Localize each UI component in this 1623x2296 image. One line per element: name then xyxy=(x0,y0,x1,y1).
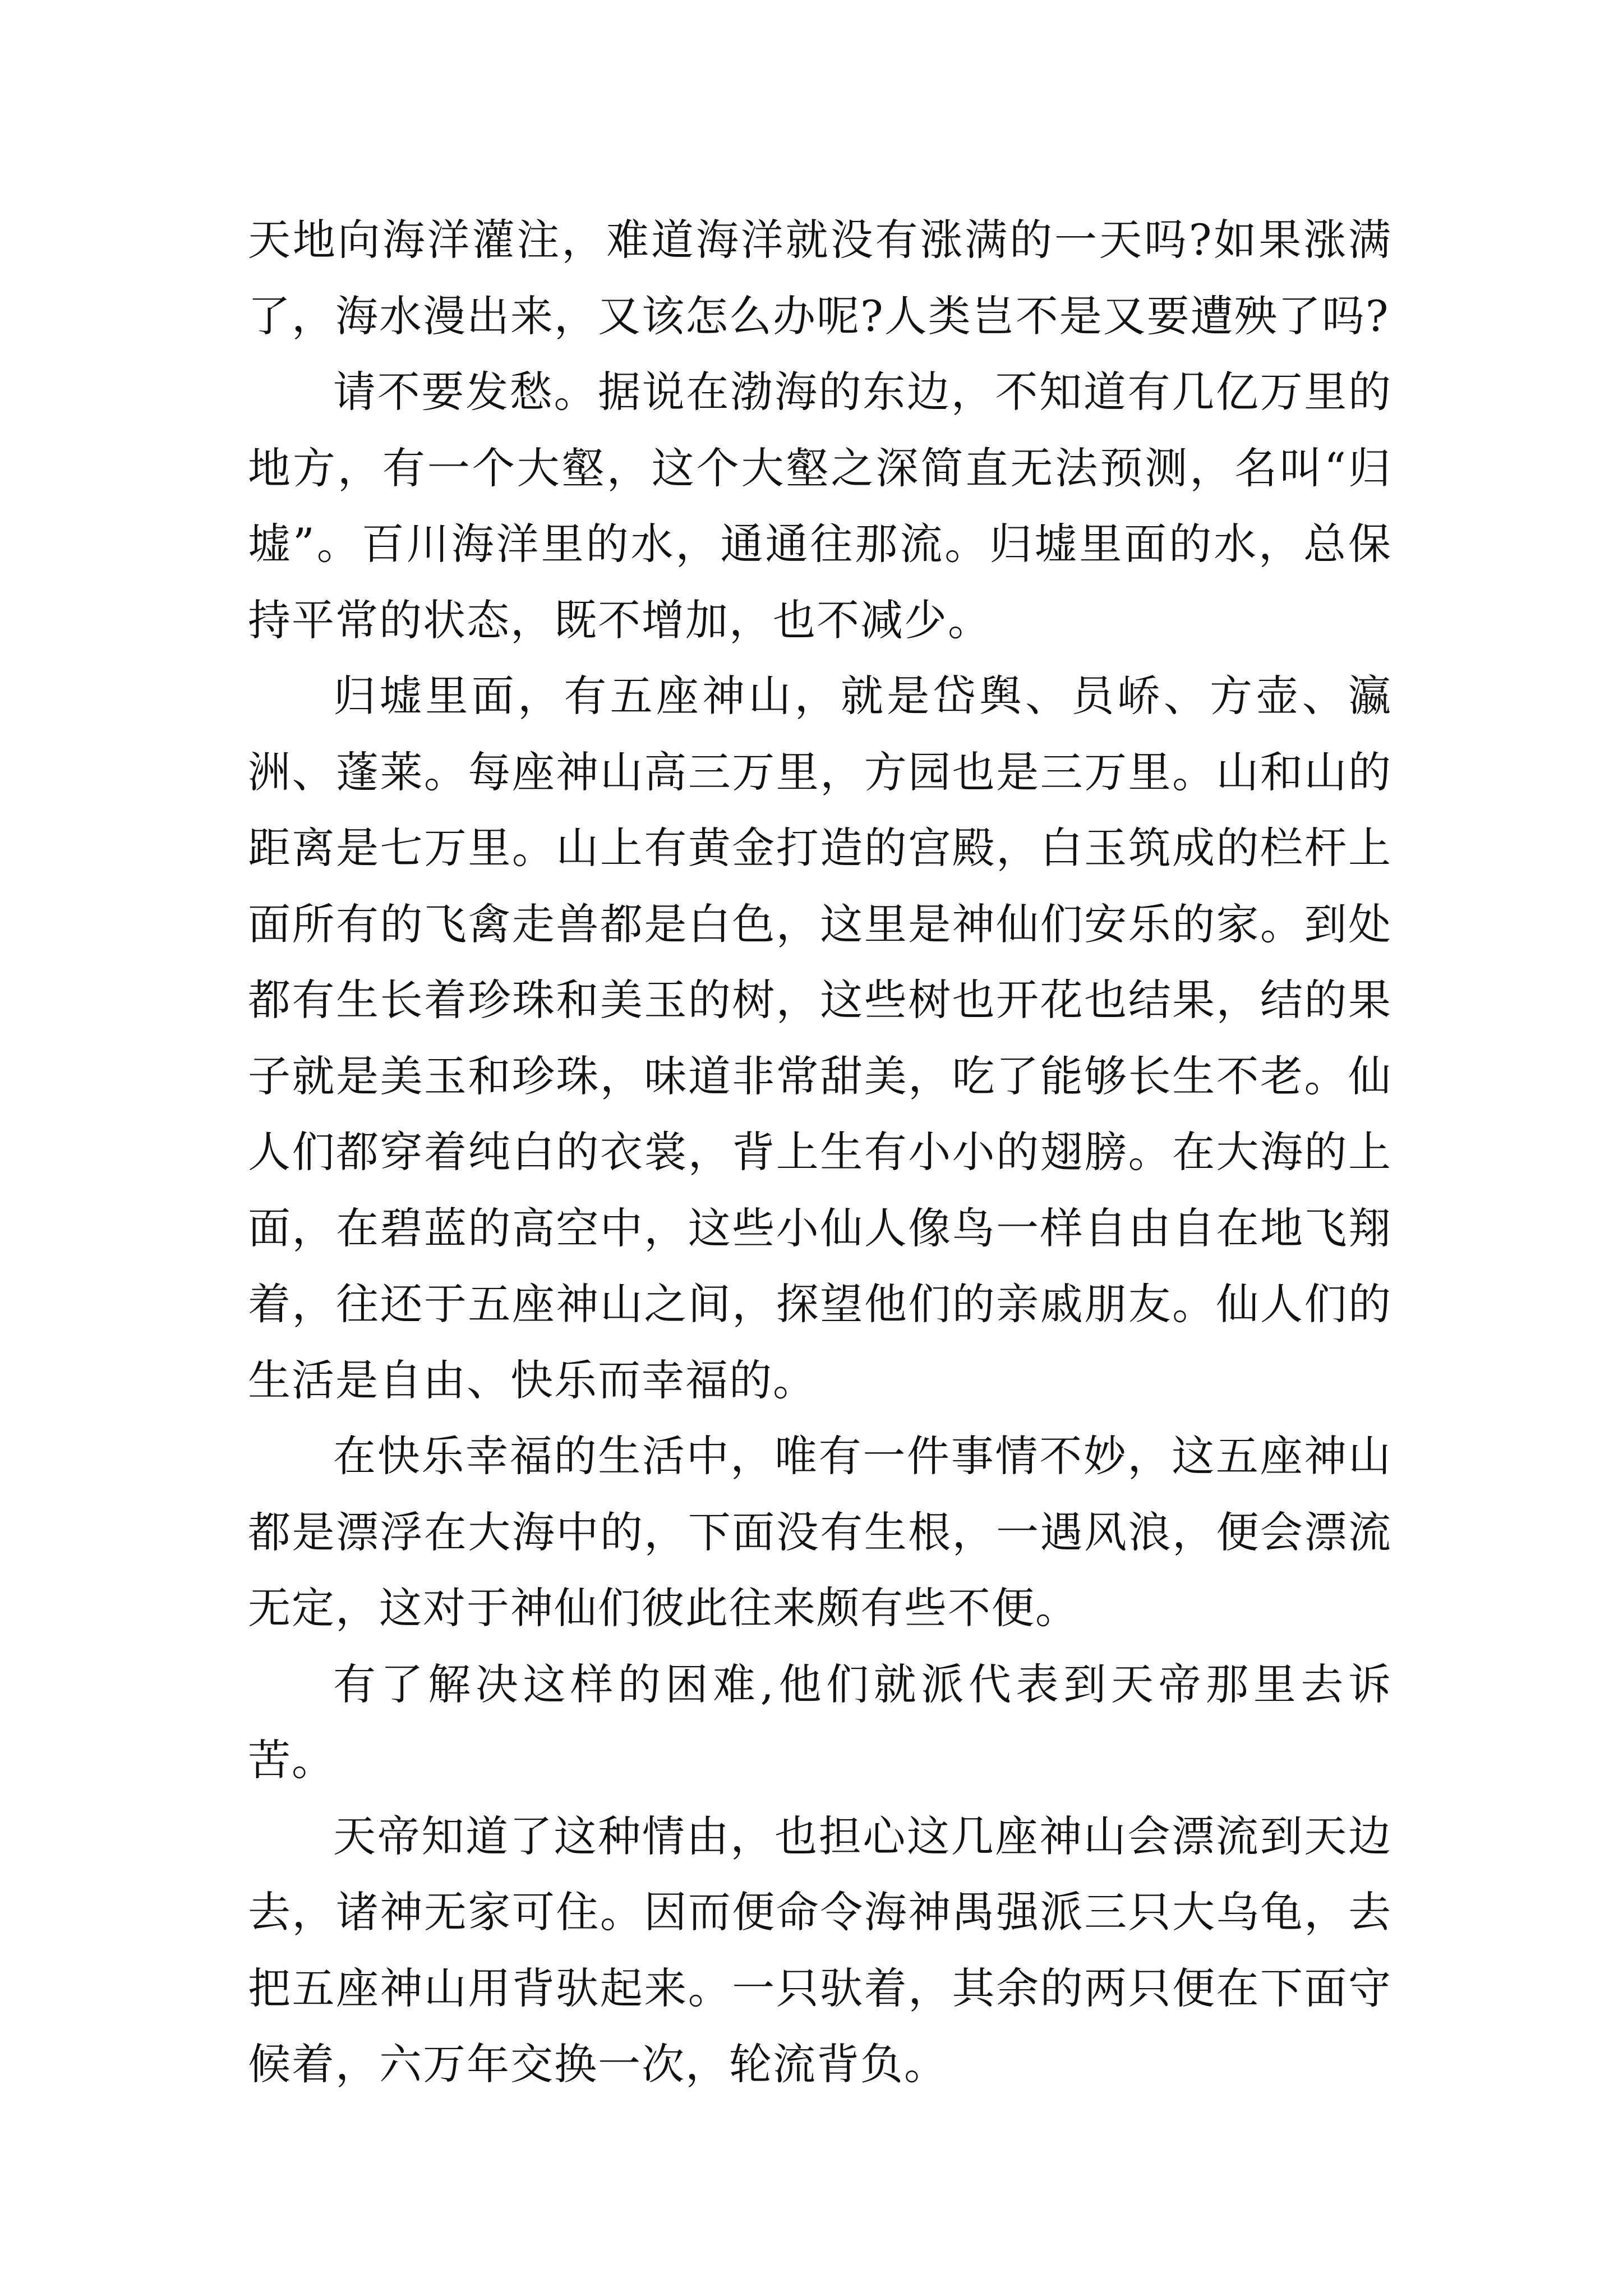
paragraph-turtles: 天帝知道了这种情由，也担心这几座神山会漂流到天边去，诸神无家可住。因而便命令海神禺强派三只大乌龟，去把五座神山用背驮起来。一只驮着，其余的两只便在下面守候着，六万年交换一次，轮流背负。 xyxy=(248,1811,1392,2089)
paragraph-continuation: 天地向海洋灌注，难道海洋就没有涨满的一天吗?如果涨满了，海水漫出来，又该怎么办呢?人类岂不是又要遭殃了吗? xyxy=(248,215,1392,341)
paragraph-guixu: 请不要发愁。据说在渤海的东边，不知道有几亿万里的地方，有一个大壑，这个大壑之深简直无法预测，名叫“归墟”。百川海洋里的水，通通往那流。归墟里面的水，总保持平常的状态，既不增加，也不减少。 xyxy=(248,367,1392,645)
paragraph-complaint: 有了解决这样的困难,他们就派代表到天帝那里去诉苦。 xyxy=(248,1659,1392,1785)
paragraph-five-mountains: 归墟里面，有五座神山，就是岱舆、员峤、方壶、瀛洲、蓬莱。每座神山高三万里，方园也是三万里。山和山的距离是七万里。山上有黄金打造的宫殿，白玉筑成的栏杆上面所有的飞禽走兽都是白色，这里是神仙们安乐的家。到处都有生长着珍珠和美玉的树，这些树也开花也结果，结的果子就是美玉和珍珠，味道非常甜美，吃了能够长生不老。仙人们都穿着纯白的衣裳，背上生有小小的翅膀。在大海的上面，在碧蓝的高空中，这些小仙人像鸟一样自由自在地飞翔着，往还于五座神山之间，探望他们的亲戚朋友。仙人们的生活是自由、快乐而幸福的。 xyxy=(248,671,1392,1405)
paragraph-drifting-problem: 在快乐幸福的生活中，唯有一件事情不妙，这五座神山都是漂浮在大海中的，下面没有生根，一遇风浪，便会漂流无定，这对于神仙们彼此往来颇有些不便。 xyxy=(248,1431,1392,1633)
article-body xyxy=(248,202,1392,2102)
